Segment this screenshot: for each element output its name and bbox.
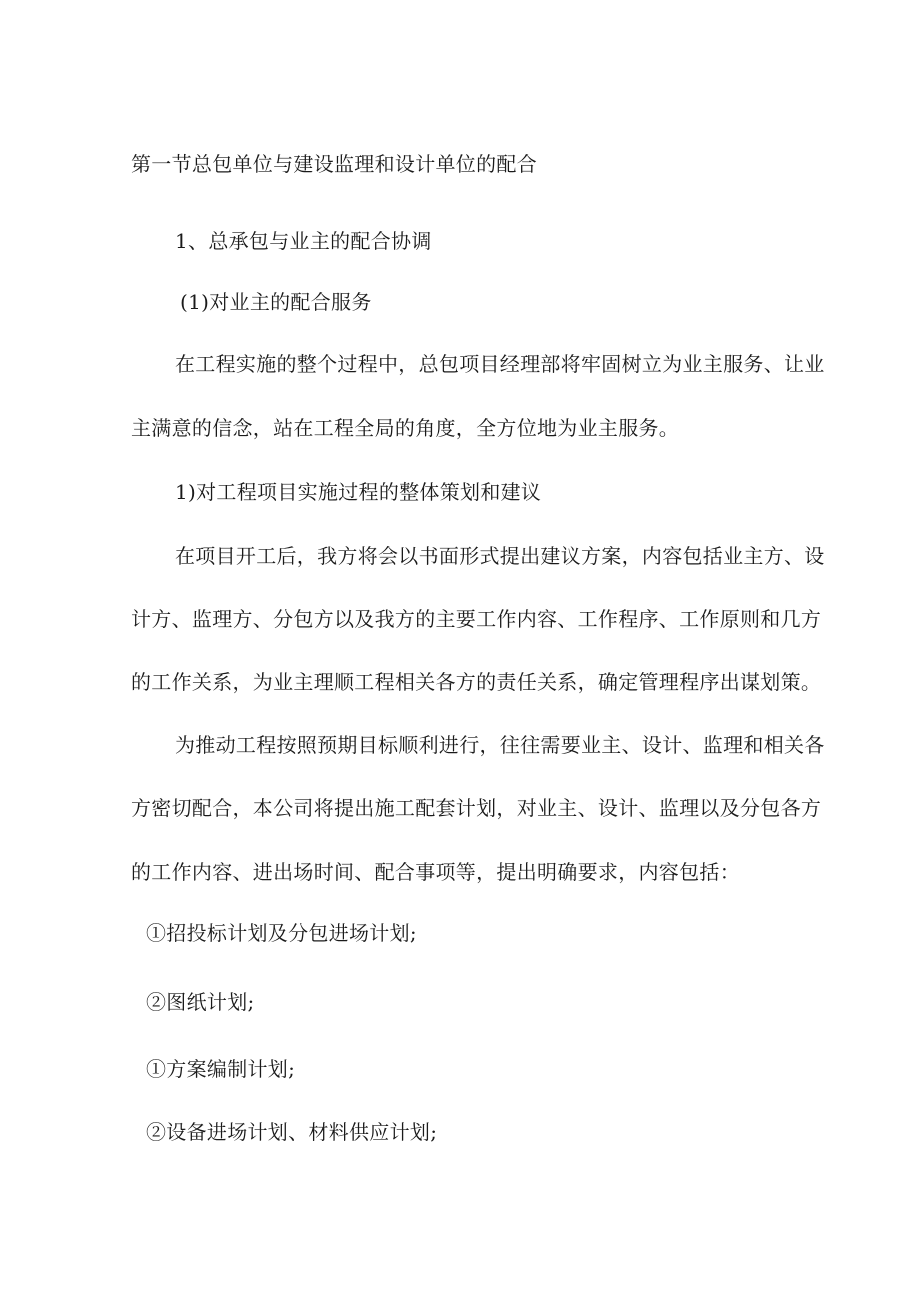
paragraph-line: 在项目开工后，我方将会以书面形式提出建议方案，内容包括业主方、设 — [175, 544, 825, 568]
list-item: ②设备进场计划、材料供应计划; — [146, 1120, 438, 1144]
paragraph-line: 主满意的信念，站在工程全局的角度，全方位地为业主服务。 — [131, 416, 680, 440]
heading-general-contracting-coordination: 1、总承包与业主的配合协调 — [175, 229, 432, 253]
paragraph-line: 在工程实施的整个过程中，总包项目经理部将牢固树立为业主服务、让业 — [175, 352, 825, 376]
heading-overall-planning: 1)对工程项目实施过程的整体策划和建议 — [175, 480, 542, 504]
list-item: ②图纸计划; — [146, 990, 255, 1014]
paragraph-line: 计方、监理方、分包方以及我方的主要工作内容、工作程序、工作原则和几方 — [131, 607, 822, 631]
paragraph-line: 的工作关系，为业主理顺工程相关各方的责任关系，确定管理程序出谋划策。 — [131, 670, 822, 694]
paragraph-line: 为推动工程按照预期目标顺利进行，往往需要业主、设计、监理和相关各 — [175, 733, 825, 757]
list-item: ①方案编制计划; — [146, 1057, 296, 1081]
paragraph-line: 方密切配合，本公司将提出施工配套计划，对业主、设计、监理以及分包各方 — [131, 796, 822, 820]
list-item: ①招投标计划及分包进场计划; — [146, 921, 417, 945]
section-title: 第一节总包单位与建设监理和设计单位的配合 — [131, 152, 537, 176]
paragraph-line: 的工作内容、进出场时间、配合事项等，提出明确要求，内容包括： — [131, 860, 740, 884]
heading-owner-service: (1)对业主的配合服务 — [180, 290, 372, 314]
